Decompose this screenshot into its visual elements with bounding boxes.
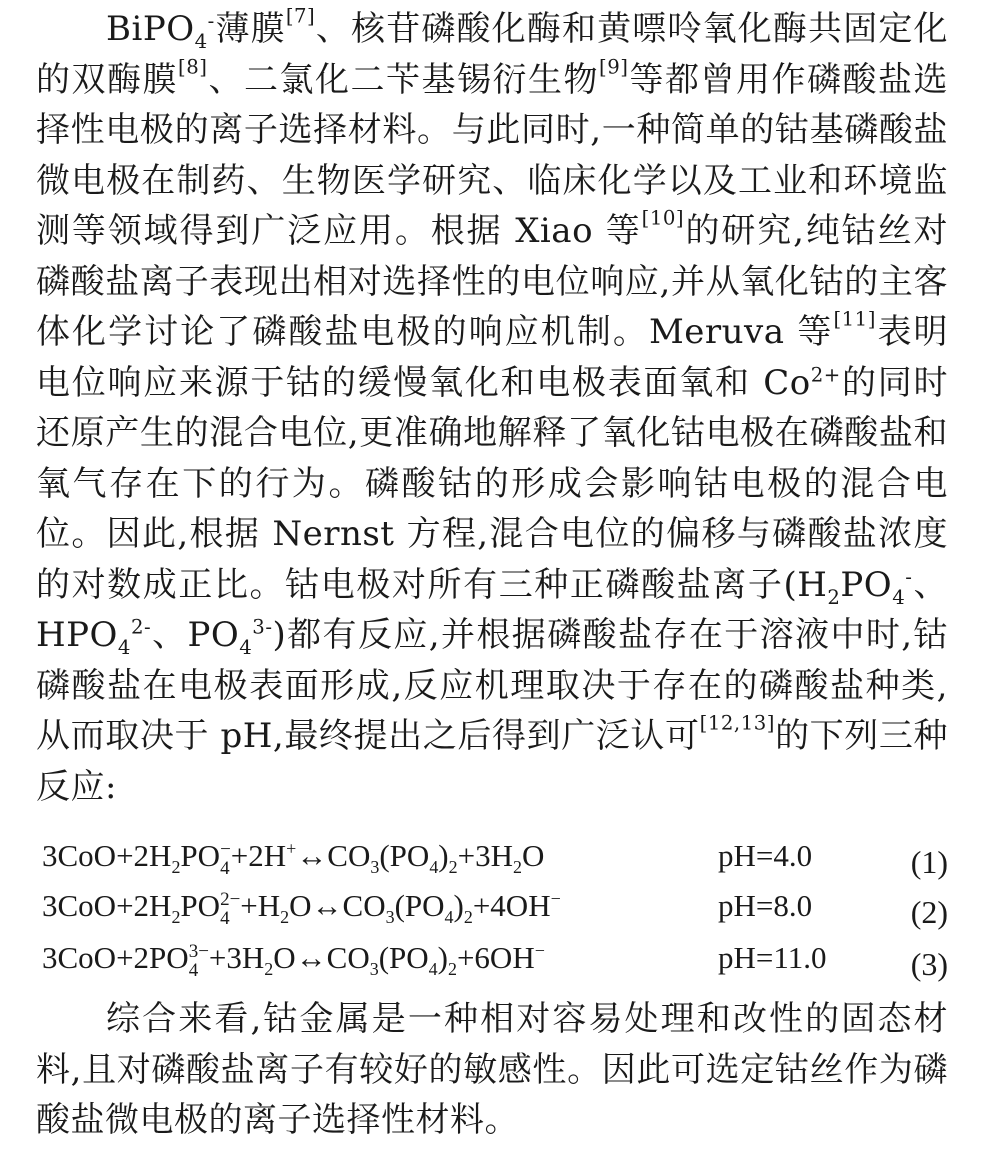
superscript: 2- — [130, 615, 152, 639]
subscript: 4 — [117, 635, 131, 659]
citation-9[interactable]: [9] — [599, 54, 629, 78]
text-run: 、二氯化二苄基锡衍生物 — [207, 59, 600, 100]
paragraph-2: 综合来看,钴金属是一种相对容易处理和改性的固态材料,且对磷酸盐离子有较好的敏感性。因此可选定钴丝作为磷酸盐微电极的离子选择性材料。 — [36, 999, 948, 1140]
equation-expression: $3CoO+2H_2PO$ 2− 4 $+H_2O\leftrightarrow CO_3(PO_4)_2+4OH^-$ — [42, 888, 561, 929]
text-run: 的同时还原产生的混合电位,更准确地解释了氧化钴电极在磷酸盐和氧气存在下的行为。磷酸钴的形成会影响钴电极的混合电位。因此,根据 Nernst 方程,混合电位的偏移与磷酸盐浓度的对数成正比。钴电极对所有三种正磷酸盐离子(H — [36, 362, 949, 605]
superscript: 3- — [252, 615, 273, 639]
citation-10[interactable]: [10] — [641, 206, 685, 230]
equation-ph: pH=11.0 — [718, 940, 827, 975]
text-run: 的研究,纯钴丝对磷酸盐离子表现出相对选择性的电位响应,并从氧化钴的主客体化学讨论了磷酸盐电极的响应机制。Meruva 等 — [36, 211, 948, 352]
text-run: 、PO — [151, 615, 240, 655]
equation-expression: 3CoO+2PO 3− 4 $+3H_2O\leftrightarrow CO_3(PO_4)_2+6OH^-$ — [42, 940, 545, 981]
text-run: )都有反应,并根据磷酸盐存在于溶液中时,钴磷酸盐在电极表面形成,反应机理取决于存在的磷酸盐种类,从而取决于 pH,最终提出之后得到广泛认可 — [36, 615, 948, 756]
subscript: 4 — [194, 29, 208, 53]
citation-12-13[interactable]: [12,13] — [699, 711, 775, 735]
text-run: 、核苷磷酸化酶和黄嘌呤氧化酶共固定化的双酶膜 — [36, 9, 949, 100]
equation-ph: pH=4.0 — [718, 838, 813, 873]
equation-number: (2) — [910, 894, 948, 930]
citation-11[interactable]: [11] — [833, 307, 876, 331]
text-run: 等都曾用作磷酸盐选择性电极的离子选择材料。与此同时,一种简单的钴基磷酸盐微电极在制药、生物医学研究、临床化学以及工业和环境监测等领域得到广泛应用。根据 Xiao 等 — [36, 59, 949, 251]
equation-ph: pH=8.0 — [718, 888, 813, 923]
equation-2 — [42, 882, 948, 930]
text-run: 表明电位响应来源于钴的缓慢氧化和电极表面氧和 Co — [36, 312, 949, 403]
text-run: 薄膜 — [214, 9, 286, 49]
subscript: 2 — [827, 585, 841, 609]
equation-expression: $3CoO+2H_2PO$ − 4 $+2H^+\leftrightarrow CO_3(PO_4)_2+3H_2O$ — [42, 838, 545, 879]
text-run: BiPO — [106, 9, 195, 49]
superscript: - — [905, 565, 913, 589]
subscript: 4 — [892, 585, 906, 609]
citation-8[interactable]: [8] — [178, 54, 208, 78]
subscript: 4 — [239, 635, 253, 659]
citation-7[interactable]: [7] — [285, 4, 316, 28]
equation-3 — [42, 934, 948, 982]
equation-number: (1) — [910, 844, 948, 880]
paragraph-1 — [36, 4, 948, 812]
equation-1 — [42, 832, 948, 880]
text-run: 、HPO — [36, 564, 948, 655]
superscript: - — [207, 9, 215, 33]
text-run: 的下列三种反应: — [36, 716, 949, 807]
text-run: PO — [840, 564, 893, 605]
equation-number: (3) — [910, 946, 948, 982]
superscript: 2+ — [810, 363, 841, 387]
